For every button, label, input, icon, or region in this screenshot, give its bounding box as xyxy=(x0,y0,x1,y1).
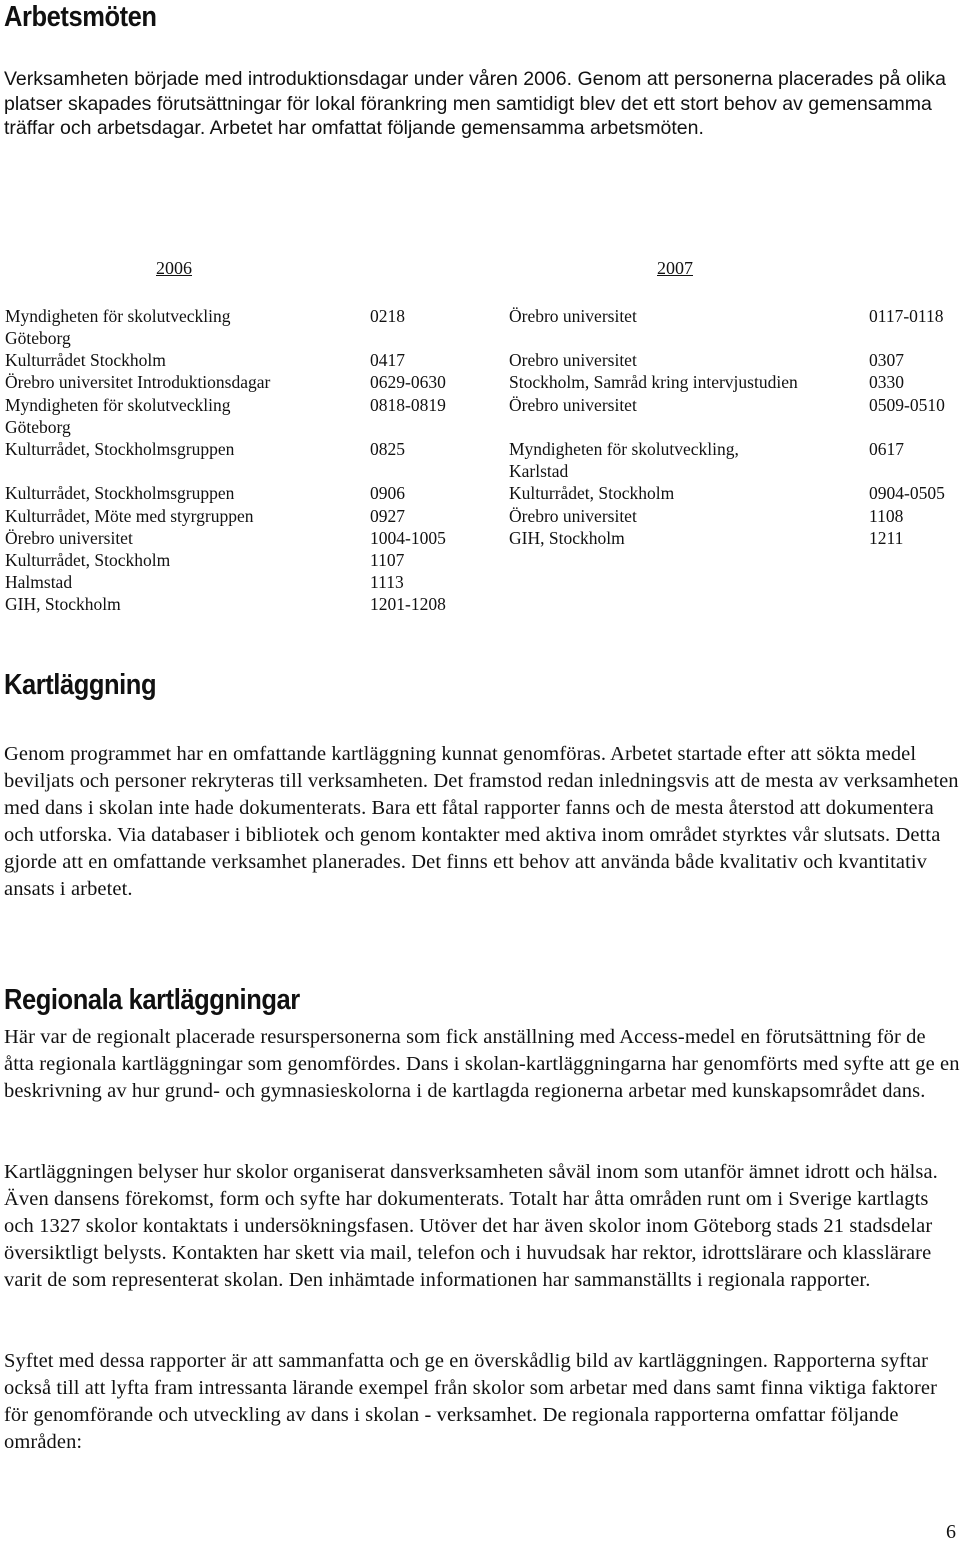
meeting-2006-date: 1201-1208 xyxy=(370,594,446,614)
meeting-2006-date: 0818-0819 xyxy=(370,395,446,415)
meeting-2006-date: 1113 xyxy=(370,572,404,592)
meeting-2006-place: Kulturrådet, Möte med styrgruppen xyxy=(5,506,254,526)
meeting-2006-place: GIH, Stockholm xyxy=(5,594,121,614)
meeting-2006-place: Kulturrådet, Stockholmsgruppen xyxy=(5,483,235,503)
regionala-paragraph-2: Kartläggningen belyser hur skolor organiserat dansverksamheten såväl inom som utanför ämnet idrott och hälsa. Även dansens förekomst, form och syfte har dokumenterats. Totalt har åtta områden runt om i Sverige kartlagts och 1327 skolor kontaktats i undersökningsfasen. Utöver det har även skolor inom Göteborg stads 21 stadsdelar översiktligt belysts. Kontakten har skett via mail, telefon och i huvudsak har rektor, idrottslärare och klasslärare varit de som representerat skolan. Den inhämtade informationen har sammanställts i regionala rapporter. xyxy=(4,1161,938,1291)
meeting-2007-date: 0117-0118 xyxy=(869,306,944,326)
intro-paragraph: Verksamheten började med introduktionsdagar under våren 2006. Genom att personerna placerades på olika platser skapades förutsättningar för lokal förankring men samtidigt blev det ett stort behov av gemensamma träffar och arbetsdagar. Arbetet har omfattat följande gemensamma arbetsmöten. xyxy=(4,68,947,139)
meeting-2006-date: 0417 xyxy=(370,350,405,370)
meeting-2007-date: 0904-0505 xyxy=(869,483,945,503)
meeting-2006-place: Göteborg xyxy=(5,417,71,437)
meeting-2006-place: Örebro universitet xyxy=(5,528,133,548)
year-2007-header: 2007 xyxy=(657,258,693,278)
meeting-2007-place: Stockholm, Samråd kring intervjustudien xyxy=(509,372,798,392)
meeting-2007-place: Karlstad xyxy=(509,461,569,481)
year-2006-header: 2006 xyxy=(156,258,192,278)
meeting-2006-place: Örebro universitet Introduktionsdagar xyxy=(5,372,271,392)
page-number: 6 xyxy=(946,1521,956,1543)
regionala-paragraph-3: Syftet med dessa rapporter är att sammanfatta och ge en överskådlig bild av kartläggningen. Rapporterna syftar också till att lyfta fram intressanta lärande exempel från skolor som arbetar med dans samt finna viktiga faktorer för genomförande och utveckling av dans i skolan - verksamhet. De regionala rapporterna omfattar följande områden: xyxy=(4,1350,937,1453)
meeting-2006-date: 1107 xyxy=(370,550,405,570)
meeting-2007-date: 1211 xyxy=(869,528,904,548)
meeting-2006-date: 0927 xyxy=(370,506,405,526)
meeting-2007-place: Orebro universitet xyxy=(509,350,637,370)
meeting-2006-date: 0906 xyxy=(370,483,405,503)
meeting-2007-date: 1108 xyxy=(869,506,904,526)
regionala-paragraph-1: Här var de regionalt placerade resurspersonerna som fick anställning med Access-medel en förutsättning för de åtta regionala kartläggningar som genomfördes. Dans i skolan-kartläggningarna har genomförts med syfte att ge en beskrivning av hur grund- och gymnasieskolorna i de kartlagda regionerna arbetar med kunskapsområdet dans. xyxy=(4,1026,960,1102)
meeting-2007-place: GIH, Stockholm xyxy=(509,528,625,548)
kartlaggning-paragraph: Genom programmet har en omfattande kartläggning kunnat genomföras. Arbetet startade efter att sökta medel beviljats och personer rekryteras till verksamheten. Det framstod redan inledningsvis att de mesta av verksamheten med dans i skolan inte hade dokumenterats. Bara ett fåtal rapporter fanns och de mesta återstod att dokumentera och utforska. Via databaser i bibliotek och genom kontakter med aktiva inom området styrktes vår slutsats. Detta gjorde att en omfattande verksamhet planerades. Det finns ett behov att använda både kvalitativ och kvantitativ ansats i arbetet. xyxy=(4,743,959,900)
meeting-2006-date: 1004-1005 xyxy=(370,528,446,548)
meeting-2006-place: Kulturrådet Stockholm xyxy=(5,350,166,370)
meeting-2007-date: 0509-0510 xyxy=(869,395,945,415)
meeting-2006-date: 0825 xyxy=(370,439,405,459)
meeting-2006-place: Myndigheten för skolutveckling xyxy=(5,395,231,415)
heading-kartlaggning: Kartläggning xyxy=(4,669,157,701)
meeting-2007-place: Örebro universitet xyxy=(509,395,637,415)
meeting-2006-place: Myndigheten för skolutveckling xyxy=(5,306,231,326)
meeting-2007-date: 0307 xyxy=(869,350,904,370)
meeting-2007-place: Örebro universitet xyxy=(509,506,637,526)
meeting-2007-place: Kulturrådet, Stockholm xyxy=(509,483,675,503)
meeting-2006-place: Kulturrådet, Stockholm xyxy=(5,550,171,570)
meeting-2006-place: Göteborg xyxy=(5,328,71,348)
meeting-2007-date: 0330 xyxy=(869,372,904,392)
meeting-2006-place: Halmstad xyxy=(5,572,73,592)
meeting-2006-date: 0629-0630 xyxy=(370,372,446,392)
meeting-2006-date: 0218 xyxy=(370,306,405,326)
meeting-2007-place: Örebro universitet xyxy=(509,306,637,326)
heading-regionala-kartlaggningar: Regionala kartläggningar xyxy=(4,984,300,1016)
heading-arbetsmoten: Arbetsmöten xyxy=(4,1,157,33)
meeting-2007-date: 0617 xyxy=(869,439,904,459)
meeting-2007-place: Myndigheten för skolutveckling, xyxy=(509,439,739,459)
meeting-2006-place: Kulturrådet, Stockholmsgruppen xyxy=(5,439,235,459)
